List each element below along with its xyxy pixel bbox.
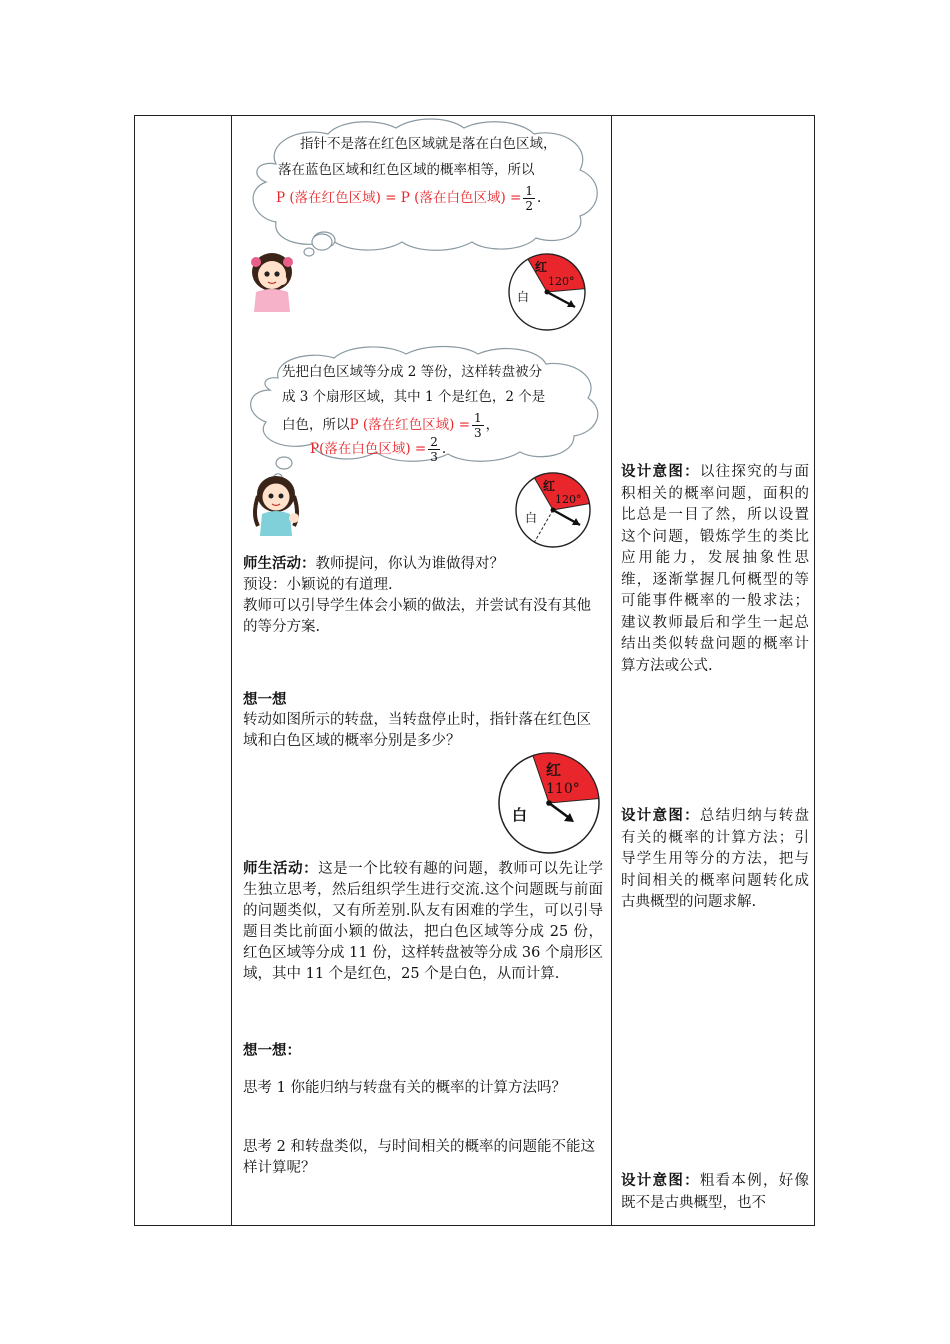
think1 <box>243 689 603 752</box>
spinner-dial-1 <box>505 252 589 332</box>
formula-red-white: P (落在红色区域) = P (落在白色区域) = <box>276 190 522 206</box>
girl-illustration-2 <box>250 474 304 538</box>
activity2-text: 这是一个比较有趣的问题，教师可以先让学生独立思考，然后组织学生进行交流.这个问题既与前面的问题类似，又有所差别.队友有困难的学生，可以引导题目类比前面小颖的做法，把白色区域等分成 25 份，红色区域等分成 11 份，这样转盘被等分成 36 个扇形区域，其中 11 个是红色，25 个是白色，从而计算. <box>243 861 603 982</box>
activity1-preset: 预设：小颖说的有道理. <box>243 577 393 593</box>
design2-label: 设计意图： <box>621 807 700 824</box>
fraction-one-half: $\frac{1}{2}$ <box>525 184 533 213</box>
spinner1-white-label: 白 <box>517 290 530 304</box>
activity1: 师生活动：教师提问，你认为谁做得对？ 预设：小颖说的有道理. 教师可以引导学生体会小颖的做法，并尝试有没有其他的等分方案. <box>243 553 603 638</box>
design1-label: 设计意图： <box>621 463 700 480</box>
activity1-label: 师生活动： <box>243 555 316 572</box>
cloud1-formula: P (落在红色区域) = P (落在白色区域) = $\frac{1}{2}$ . <box>276 184 542 213</box>
think2-title: 想一想： <box>243 1042 301 1059</box>
cloud2-line4: P(落在白色区域) = $\frac{2}{3}$ . <box>310 435 447 464</box>
formula-white-two-thirds: P(落在白色区域) = <box>310 441 427 457</box>
think2-question-2: 思考 2 和转盘类似，与时间相关的概率的问题能不能这样计算呢？ <box>243 1139 595 1176</box>
spinner3-red-label: 红 <box>546 761 562 779</box>
spinner2-red-label: 红 <box>543 479 556 493</box>
formula-red-third: P (落在红色区域) = <box>349 417 471 433</box>
spinner1-red-label: 红 <box>535 260 548 274</box>
design-intent-1 <box>621 461 809 677</box>
spinner1-angle-label: 120° <box>548 275 575 288</box>
cloud1-line1: 指针不是落在红色区域就是落在白色区域， <box>300 136 557 152</box>
spinner3-angle-label: 110° <box>546 781 580 797</box>
design2-text: 总结归纳与转盘有关的概率的计算方法；引导学生用等分的方法，把与时间相关的概率问题转化成古典概型的问题求解. <box>621 808 810 910</box>
design3-text: 粗看本例，好像既不是古典概型，也不 <box>621 1173 810 1211</box>
cloud2-line3: 白色，所以P (落在红色区域) = $\frac{1}{3}$ ， <box>282 411 500 440</box>
design-intent-2 <box>621 805 809 914</box>
spinner3-white-label: 白 <box>512 806 528 824</box>
design1-text: 以往探究的与面积相关的概率问题，面积的比总是一目了然，所以设置这个问题，锻炼学生的类比应用能力，发展抽象性思维，逐渐掌握几何概型的等可能事件概率的一般求法；建议教师最后和学生一起总结出类似转盘问题的概率计算方法或公式. <box>621 464 810 674</box>
spinner-dial-2 <box>513 470 593 550</box>
cloud2-line1: 先把白色区域等分成 2 等份，这样转盘被分 <box>282 364 543 380</box>
activity1-guidance: 教师可以引导学生体会小颖的做法，并尝试有没有其他的等分方案. <box>243 598 591 635</box>
spinner2-white-label: 白 <box>525 511 538 525</box>
activity2-label: 师生活动： <box>243 860 319 877</box>
column-divider-2 <box>611 116 612 1225</box>
activity2 <box>243 858 603 985</box>
cloud1-line2: 落在蓝色区域和红色区域的概率相等，所以 <box>278 162 535 178</box>
thought-bubbles-1 <box>300 228 340 258</box>
design3-label: 设计意图： <box>621 1172 700 1189</box>
think2-question-1: 思考 1 你能归纳与转盘有关的概率的计算方法吗？ <box>243 1080 566 1096</box>
girl-illustration-1 <box>246 250 298 314</box>
design-intent-3 <box>621 1170 809 1214</box>
spinner-dial-3 <box>494 750 604 856</box>
cloud2-line2: 成 3 个扇形区域，其中 1 个是红色，2 个是 <box>282 389 546 405</box>
think1-title: 想一想 <box>243 691 287 708</box>
think1-text: 转动如图所示的转盘，当转盘停止时，指针落在红色区域和白色区域的概率分别是多少？ <box>243 712 591 749</box>
spinner2-angle-label: 120° <box>555 493 582 506</box>
column-divider-1 <box>231 116 232 1225</box>
